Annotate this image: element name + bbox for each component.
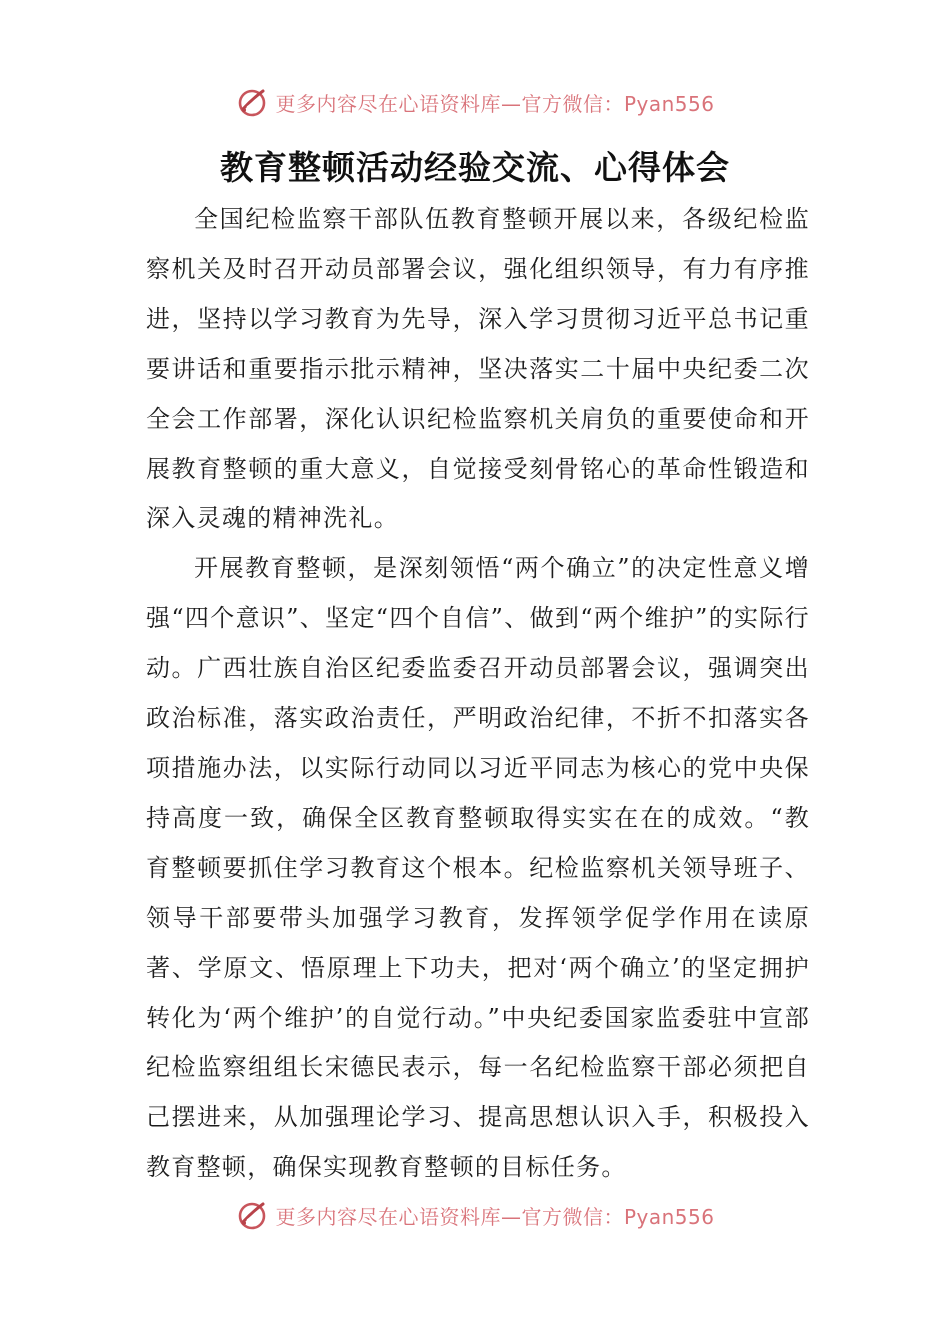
paragraph-2: 开展教育整顿，是深刻领悟“两个确立”的决定性意义增强“四个意识”、坚定“四个自信”、做到“两个维护”的实际行动。广西壮族自治区纪委监委召开动员部署会议，强调突出政治标准，落实政治责任，严明政治纪律，不折不扣落实各项措施办法，以实际行动同以习近平同志为核心的党中央保持高度一致，确保全区教育整顿取得实实在在的成效。“教育整顿要抓住学习教育这个根本。纪检监察机关领导班子、领导干部要带头加强学习教育，发挥领学促学作用在读原著、学原文、悟原理上下功夫，把对‘两个确立’的坚定拥护转化为‘两个维护’的自觉行动。”中央纪委国家监委驻中宣部纪检监察组组长宋德民表示，每一名纪检监察干部必须把自己摆进来，从加强理论学习、提高思想认识入手，积极投入教育整顿，确保实现教育整顿的目标任务。 xyxy=(146,554,810,1182)
document-body xyxy=(146,195,810,1193)
banner-text: 更多内容尽在心语资料库—官方微信：Pyan556 xyxy=(275,91,715,116)
page-title: 教育整顿活动经验交流、心得体会 xyxy=(220,148,730,187)
paragraph-1: 全国纪检监察干部队伍教育整顿开展以来，各级纪检监察机关及时召开动员部署会议，强化组织领导，有力有序推进，坚持以学习教育为先导，深入学习贯彻习近平总书记重要讲话和重要指示批示精神，坚决落实二十届中央纪委二次全会工作部署，深化认识纪检监察机关肩负的重要使命和开展教育整顿的重大意义，自觉接受刻骨铭心的革命性锻造和深入灵魂的精神洗礼。 xyxy=(146,205,810,533)
footer-banner-text: 更多内容尽在心语资料库—官方微信：Pyan556 xyxy=(275,1204,715,1229)
pen-circle-logo-icon xyxy=(235,85,269,119)
pen-circle-logo-icon xyxy=(235,1202,269,1232)
header-banner xyxy=(0,82,950,122)
footer-banner xyxy=(0,1202,950,1240)
